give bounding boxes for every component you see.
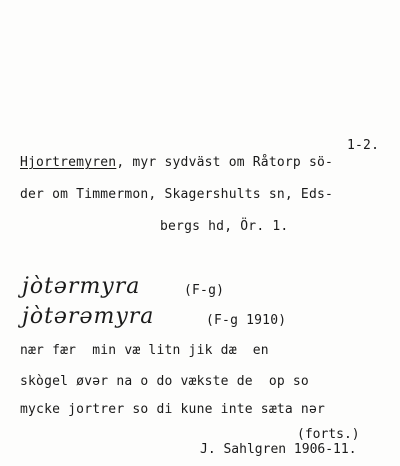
handwritten-form-2: jòtərəmyra [22,304,155,329]
entry-line-3: bergs hd, Ör. 1. [160,219,289,234]
entry-line-2: der om Timmermon, Skagershults sn, Eds- [20,187,334,202]
continued-note: (forts.) [297,427,360,442]
entry-line-1-rest: , myr sydväst om Råtorp sö- [116,155,334,170]
entry-line-1 [20,155,333,171]
quote-line-2: skògel øvər na o do vækste de op so [20,374,309,389]
handwritten-form-1: jòtərmyra [22,274,141,299]
place-name: Hjortremyren [20,155,117,170]
quote-line-1: nær fær min væ litn jik dæ en [20,343,269,358]
form-1-source: (F-g) [184,283,225,298]
collector-signature: J. Sahlgren 1906-11. [200,442,357,457]
form-2-source: (F-g 1910) [206,313,287,328]
quote-line-3: mycke jortrer so di kune inte sæta nər [20,402,326,417]
card-reference: 1-2. [347,138,380,153]
